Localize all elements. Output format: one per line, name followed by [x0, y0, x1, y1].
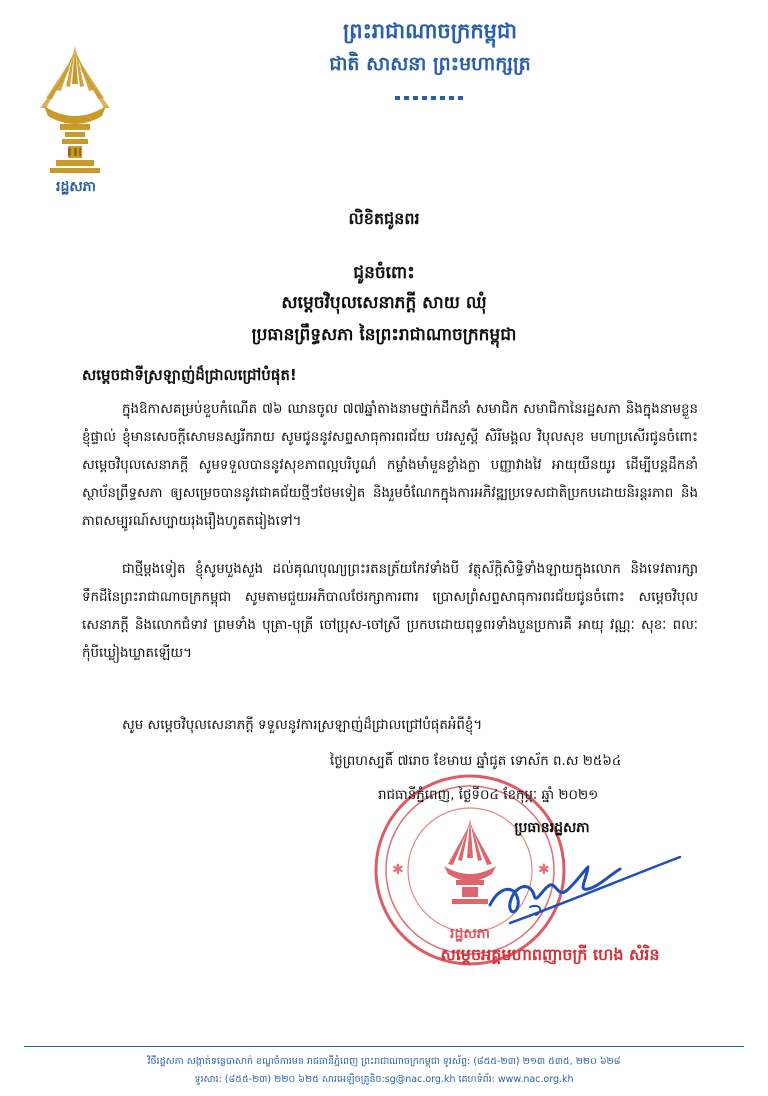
recipient-name: សម្តេចវិបុលសេនាភក្តី សាយ ឈុំ	[281, 293, 487, 313]
handwritten-signature	[470, 845, 685, 935]
date-lunar: ថ្ងៃព្រហស្បតិ៍ ៧រោច ខែមាឃ ឆ្នាំជូត ទោស័ក ព.ស ២៥៦៤	[330, 754, 622, 769]
svg-text:✱: ✱	[392, 862, 404, 878]
header-divider	[395, 96, 465, 100]
svg-text:✱: ✱	[538, 862, 550, 878]
signer-name: សម្តេចអគ្គមហាពញាចក្រី ហេង សំរិន	[440, 945, 660, 964]
stamp-text: រដ្ឋសភា	[450, 926, 490, 942]
footer-divider	[24, 1046, 744, 1047]
body-paragraph: ក្នុងឱកាសគម្រប់ខួបកំណើត ៧៦ ឈានចូល ៧៧ឆ្នាំតាងនាមថ្នាក់ដឹកនាំ សមាជិក សមាជិកានៃរដ្ឋសភា និងក្នុងនាមខ្លួនខ្ញុំផ្ទាល់ ខ្ញុំមានសេចក្តីសោមនស្សរីករាយ សូមជូននូវសព្ទសាធុការពរជ័យ បវរសួស្តី សិរីមង្គល វិបុលសុខ មហាប្រសើរជូនចំពោះ សម្តេចវិបុលសេនាភក្តី សូមទទួលបាននូវសុខភាពល្អបរិបូណ៌ កម្លាំងមាំមួនខ្លាំងក្លា បញ្ញាវាងវៃ អាយុយឺនយូរ ដើម្បីបន្តដឹកនាំស្ថាប័នព្រឹទ្ធសភា ឲ្យសម្រេចបាននូវជោគជ័យថ្មីៗថែមទៀត និងរួមចំណែកក្នុងការអភិវឌ្ឍប្រទេសជាតិប្រកបដោយនិរន្តរភាព និងភាពសម្បូរណ៍សប្បាយរុងរឿងហូតតរៀងទៅ។	[82, 402, 698, 529]
header-motto: ជាតិ សាសនា ព្រះមហាក្សត្រ	[329, 53, 531, 75]
document-title: លិខិតជូនពរ	[348, 209, 420, 228]
org-label: រដ្ឋសភា	[56, 179, 96, 195]
recipient-title: ប្រធានព្រឹទ្ធសភា នៃព្រះរាជាណាចក្រកម្ពុជា	[251, 325, 517, 345]
signer-title: ប្រធានរដ្ឋសភា	[514, 820, 590, 836]
parliament-emblem-icon	[38, 44, 112, 174]
footer-contact: ទូរសារ: (៨៥៥-២៣) ២២០ ៦២៥ សារអេឡិចត្រូនិច:sg@nac.org.kh គេហទំព័រ: www.nac.org.kh	[194, 1074, 574, 1085]
body-paragraph: ជាថ្មីម្តងទៀត ខ្ញុំសូមបួងសួង ដល់គុណបុណ្យព្រះរតនត្រ័យកែវទាំងបី វត្ថុស័ក្តិសិទ្ធិទាំងឡាយក្នុងលោក និងទេវតារក្សាទឹកដីនៃព្រះរាជាណាចក្រកម្ពុជា សូមតាមជួយអភិបាលថែរក្សាការពារ ប្រោសព្រំសព្ទសាធុការពរជ័យជូនចំពោះ សម្តេចវិបុលសេនាភក្តី និងលោកជំទាវ ព្រមទាំង បុត្រា-បុត្រី ចៅប្រុស-ចៅស្រី ប្រកបដោយពុទ្ធពរទាំងបួនប្រការគឺ អាយុ វណ្ណៈ សុខៈ ពលៈ កុំបីឃ្លៀងឃ្លាតឡើយ។	[82, 562, 698, 661]
body-paragraph: សូម សម្តេចវិបុលសេនាភក្តី ទទួលនូវការស្រឡាញ់ដ៏ជ្រាលជ្រៅបំផុតអំពីខ្ញុំ។	[122, 718, 483, 733]
date-solar: រាជធានីភ្នំពេញ, ថ្ងៃទី០៤ ខែកុម្ភៈ ឆ្នាំ ២០២១	[378, 788, 599, 803]
salutation: សម្តេចជាទីស្រឡាញ់ដ៏ជ្រាលជ្រៅបំផុត!	[82, 366, 297, 384]
header-kingdom: ព្រះរាជាណាចក្រកម្ពុជា	[342, 19, 517, 43]
footer-address: វិថីរដ្ឋសភា សង្កាត់ទន្លេបាសាក់ ខណ្ឌចំការមន រាជធានីភ្នំពេញ ព្រះរាជាណាចក្រកម្ពុជា ទូរស័ព្ទ: (៨៥៥-២៣) ២១៣ ៥៣៥, ២២០ ៦២៨	[147, 1056, 621, 1067]
recipient-label: ជូនចំពោះ	[353, 263, 415, 283]
